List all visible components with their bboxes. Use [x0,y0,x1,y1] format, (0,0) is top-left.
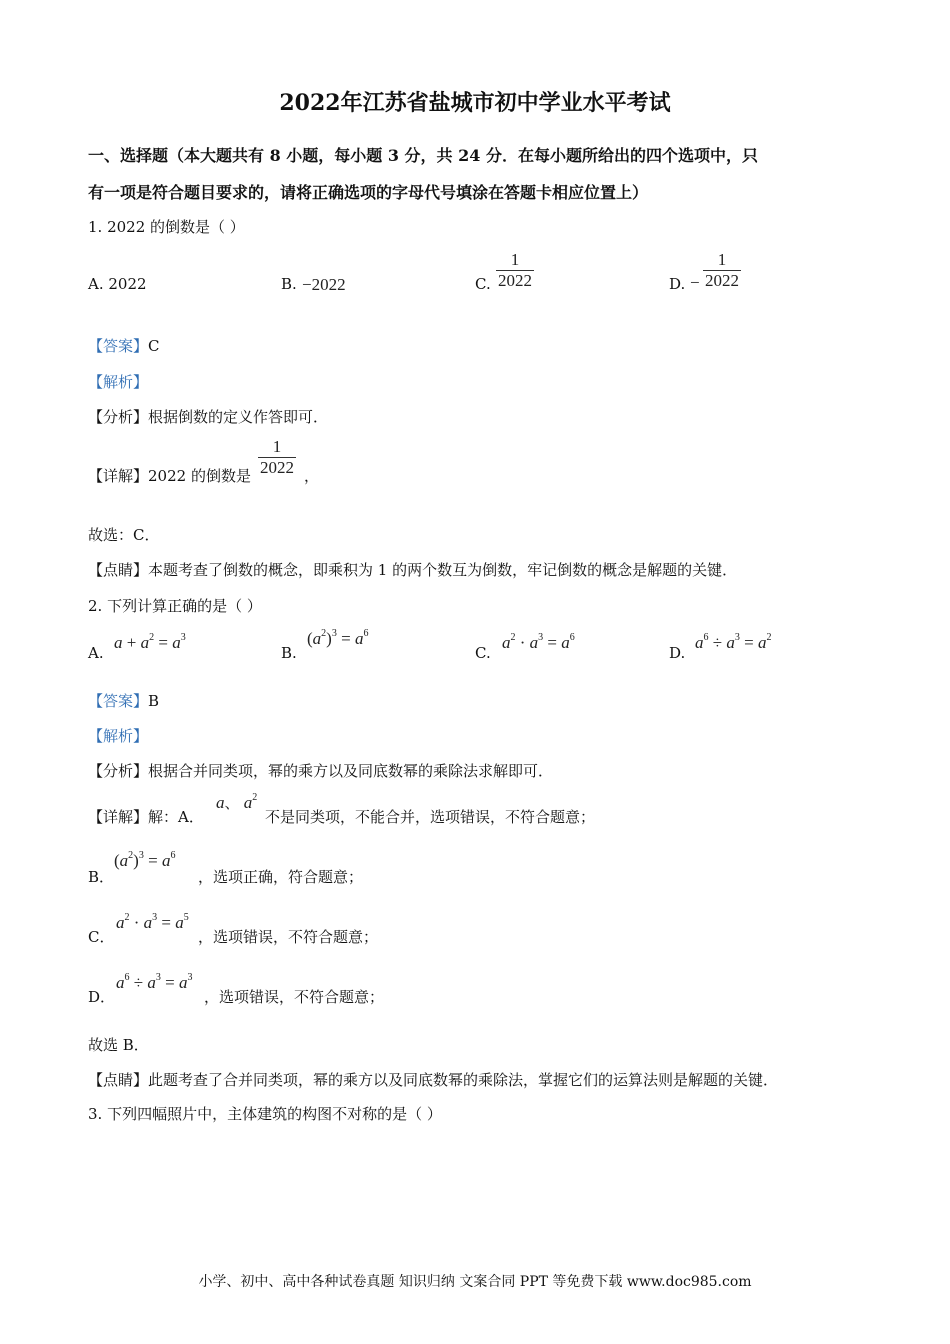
q2-detail-c-label: C． [88,928,115,946]
answer-value: C [148,337,160,355]
q2-stem: 2. 下列计算正确的是（ ） [88,597,262,615]
q2-option-c-expression: $a^2 \cdot a^3 = a^6$ [502,632,575,652]
q3-stem: 3. 下列四幅照片中，主体建筑的构图不对称的是（ ） [88,1105,442,1123]
q1-answer [88,335,160,356]
q2-detail-b-suffix: ，选项正确，符合题意； [198,868,364,886]
q1-option-b-value: −2022 [302,275,346,294]
section-heading-line-2: 有一项是符合题目要求的，请将正确选项的字母代号填涂在答题卡相应位置上） [88,183,649,202]
q2-analysis-tag: 【解析】 [88,727,149,745]
answer-value: B [148,692,160,710]
q1-option-c-fraction [496,250,534,291]
q2-fenxi: 【分析】根据合并同类项，幂的乘方以及同底数幂的乘除法求解即可． [88,762,554,780]
q2-option-d-label: D. [669,644,686,662]
q2-detail-a-prefix: 【详解】解：A． [88,808,204,826]
q1-stem: 1. 2022 的倒数是（ ） [88,218,245,236]
q1-fenxi: 【分析】根据倒数的定义作答即可． [88,408,329,426]
q1-detail-fraction [258,437,296,478]
q2-choice: 故选 B． [88,1036,149,1054]
q2-option-b-expression: $(a^2)^3 = a^6$ [307,628,369,648]
answer-tag: 【答案】 [88,692,149,710]
q1-option-c-label: C. [475,275,491,293]
q1-option-a: A. 2022 [88,275,147,293]
fraction-denominator: 2022 [498,271,532,290]
q2-detail-b-expression: $(a^2)^3 = a^6$ [114,850,176,870]
q2-detail-d-expression: $a^6 \div a^3 = a^3$ [116,972,193,992]
q2-detail-d-label: D． [88,988,116,1006]
fraction-numerator: 1 [510,250,520,269]
q2-option-c-label: C. [475,644,491,662]
q2-option-d-expression: $a^6 \div a^3 = a^2$ [695,632,772,652]
q2-dianjing: 【点睛】此题考查了合并同类项，幂的乘方以及同底数幂的乘除法，掌握它们的运算法则是解题的关键． [88,1071,779,1089]
fraction-numerator: 1 [272,437,282,456]
page-footer: 小学、初中、高中各种试卷真题 知识归纳 文案合同 PPT 等免费下载 www.doc985.com [198,1274,752,1290]
section-heading-line-1: 一、选择题（本大题共有 8 小题，每小题 3 分，共 24 分．在每小题所给出的四个选项中，只 [88,146,758,165]
q1-option-d-label: D. [669,275,686,293]
q1-option-d-sign: − [690,273,700,292]
q2-detail-a-suffix: 不是同类项，不能合并，选项错误，不符合题意； [265,808,596,826]
q2-option-a-label: A. [88,644,104,662]
q2-option-b-label: B. [281,644,297,662]
answer-tag: 【答案】 [88,337,149,355]
q2-detail-c-expression: $a^2 \cdot a^3 = a^5$ [116,912,189,932]
q1-detail-suffix: ， [304,467,320,485]
q1-option-d-fraction [703,250,741,291]
q2-detail-d-suffix: ，选项错误，不符合题意； [204,988,385,1006]
fraction-denominator: 2022 [260,458,294,477]
q1-dianjing: 【点睛】本题考查了倒数的概念，即乘积为 1 的两个数互为倒数，牢记倒数的概念是解题的关键． [88,561,738,579]
q2-detail-b-label: B． [88,868,115,886]
fraction-denominator: 2022 [705,271,739,290]
q2-option-a-expression: $a + a^2 = a^3$ [114,632,186,652]
q1-option-b-label: B. [281,275,297,293]
q1-analysis-tag: 【解析】 [88,373,149,391]
fraction-numerator: 1 [717,250,727,269]
q2-detail-a-expression: a、 $a^2$ [216,792,258,812]
q1-choice: 故选：C． [88,526,160,544]
q2-detail-c-suffix: ，选项错误，不符合题意； [198,928,379,946]
q2-answer [88,690,159,711]
page-title: 2022年江苏省盐城市初中学业水平考试 [279,90,671,116]
q1-detail-prefix: 【详解】2022 的倒数是 [88,467,251,485]
